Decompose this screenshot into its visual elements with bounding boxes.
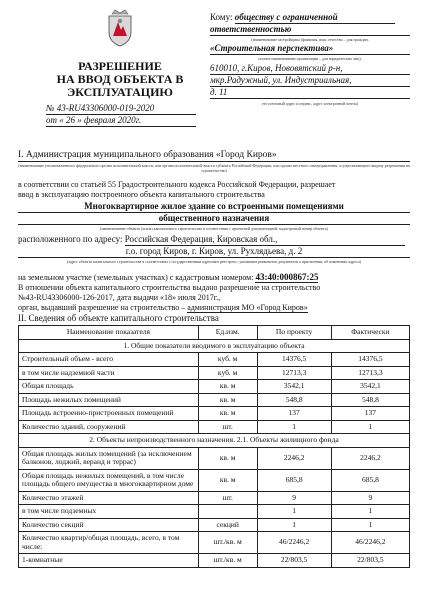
row-unit: кв. м bbox=[198, 393, 257, 407]
row-name: Количество этажей bbox=[19, 491, 199, 505]
row-name: в том числе надземной части bbox=[19, 366, 199, 380]
row-name: Количество зданий, сооружений bbox=[19, 420, 199, 434]
group-title: 2. Объекты непроизводственного назначения. 2.1. Объекты жилищного фонда bbox=[19, 434, 410, 448]
row-fact-value: 3542,1 bbox=[331, 380, 409, 394]
row-plan-value: 46/2246,2 bbox=[257, 532, 331, 554]
row-name: Общая площадь жилых помещений (за исключением балконов, лоджий, веранд и террас) bbox=[19, 447, 199, 469]
row-unit: шт. bbox=[198, 491, 257, 505]
cadastral-number: 43:40:000867:25 bbox=[255, 272, 319, 282]
row-plan-value: 9 bbox=[257, 491, 331, 505]
col-header-unit: Ед.изм. bbox=[198, 326, 257, 340]
row-plan-value: 22/803,5 bbox=[257, 554, 331, 568]
recipient-address-1: 610010, г.Киров, Нововятский р-н, bbox=[210, 63, 410, 75]
table-group-row bbox=[19, 434, 410, 448]
row-name: Строительный объем - всего bbox=[19, 353, 199, 367]
object-name-1: Многоквартирное жилое здание со встроенными помещениями bbox=[18, 201, 410, 213]
row-fact-value: 1 bbox=[331, 420, 409, 434]
title-line-3: ЭКСПЛУАТАЦИЮ bbox=[67, 85, 173, 99]
recipient-line2: ответственностью bbox=[210, 24, 410, 36]
row-unit: кв. м bbox=[198, 469, 257, 491]
recipient-note1: (наименование застройщика (фамилия, имя, отчество – для граждан, bbox=[251, 37, 369, 42]
col-header-fact: Фактически bbox=[331, 326, 409, 340]
row-plan-value: 14376,5 bbox=[257, 353, 331, 367]
title-line-2: НА ВВОД ОБЪЕКТА В bbox=[56, 72, 184, 86]
row-unit: куб. м bbox=[198, 366, 257, 380]
row-unit: шт./кв. м bbox=[198, 532, 257, 554]
address-note: (адрес объекта капитального строительства в соответствии с государственным адресным реестром с указанием реквизитов документов о присвоении, об изменении адреса) bbox=[66, 259, 362, 264]
recipient-company: «Строительная перспектива» bbox=[210, 43, 410, 55]
title-line-1: РАЗРЕШЕНИЕ bbox=[78, 59, 162, 73]
table-group-row bbox=[19, 339, 410, 353]
row-fact-value: 14376,5 bbox=[331, 353, 409, 367]
row-plan-value: 12713,3 bbox=[257, 366, 331, 380]
row-fact-value: 548,8 bbox=[331, 393, 409, 407]
row-plan-value: 685,8 bbox=[257, 469, 331, 491]
row-unit: кв. м bbox=[198, 380, 257, 394]
row-unit: секций bbox=[198, 518, 257, 532]
recipient-line1: Кому: обществу с ограниченной bbox=[210, 12, 410, 24]
row-plan-value: 1 bbox=[257, 505, 331, 519]
row-name: Количество секций bbox=[19, 518, 199, 532]
table-row bbox=[19, 518, 410, 532]
row-name: Общая площадь нежилых помещений, в том числе площадь общего имущества в многоквартирном доме bbox=[19, 469, 199, 491]
organ-line: орган, выдавший разрешение на строительство – администрация МО «Город Киров» bbox=[18, 303, 308, 312]
table-row bbox=[19, 353, 410, 367]
table-row bbox=[19, 469, 410, 491]
row-plan-value: 2246,2 bbox=[257, 447, 331, 469]
recipient-note2: полное наименование организации – для юридических лиц), bbox=[258, 56, 362, 61]
row-name: Площадь встроенно-пристроенных помещений bbox=[19, 407, 199, 421]
row-fact-value: 9 bbox=[331, 491, 409, 505]
document-title bbox=[40, 60, 200, 99]
table-row bbox=[19, 380, 410, 394]
table-row bbox=[19, 532, 410, 554]
object-name-2: общественного назначения bbox=[18, 213, 410, 225]
table-row bbox=[19, 447, 410, 469]
table-row bbox=[19, 393, 410, 407]
row-name: в том числе подземных bbox=[19, 505, 199, 519]
location-line-1: расположенного по адресу: Российская Федерация, Кировская обл., bbox=[18, 234, 410, 246]
row-plan-value: 548,8 bbox=[257, 393, 331, 407]
table-row bbox=[19, 366, 410, 380]
section1-text1: в соответствии со статьей 55 Градостроительного кодекса Российской Федерации, разрешает bbox=[18, 180, 336, 189]
row-fact-value: 685,8 bbox=[331, 469, 409, 491]
recipient-address-3: д. 11 bbox=[210, 87, 410, 99]
row-name: Площадь нежилых помещений bbox=[19, 393, 199, 407]
row-fact-value: 46/2246,2 bbox=[331, 532, 409, 554]
object-data-table bbox=[18, 325, 410, 568]
table-header-row bbox=[19, 326, 410, 340]
coat-of-arms-icon bbox=[104, 8, 136, 48]
section1-note: (наименование уполномоченного федерального органа исполнительной власти, или органа исполнительной власти субъекта Российской Федерации, или органа местного самоуправления, осуществляющего выдачу разрешения на строительство) bbox=[18, 163, 410, 173]
row-unit: шт. bbox=[198, 420, 257, 434]
row-unit: куб. м bbox=[198, 353, 257, 367]
row-unit: кв. м bbox=[198, 407, 257, 421]
row-unit bbox=[198, 505, 257, 519]
row-fact-value: 22/803,5 bbox=[331, 554, 409, 568]
row-name: 1-комнатные bbox=[19, 554, 199, 568]
table-row bbox=[19, 505, 410, 519]
row-name: Общая площадь bbox=[19, 380, 199, 394]
land-plot-line: на земельном участке (земельных участках) с кадастровым номером: 43:40:000867:25 bbox=[18, 272, 319, 282]
section1-heading: I. Администрация муниципального образования «Город Киров» bbox=[18, 150, 410, 162]
row-fact-value: 1 bbox=[331, 518, 409, 532]
row-fact-value: 12713,3 bbox=[331, 366, 409, 380]
row-unit: шт./кв. м bbox=[198, 554, 257, 568]
permit-number: № 43-RU43306000-019-2020 bbox=[46, 103, 196, 115]
group-title: 1. Общие показатели вводимого в эксплуатацию объекта bbox=[19, 339, 410, 353]
recipient-note3: его почтовый адрес и индекс, адрес электронной почты) bbox=[262, 101, 358, 106]
section1-text2: ввод в эксплуатацию построенного объекта капитального строительства bbox=[18, 190, 265, 199]
location-line-2: г.о. город Киров, г. Киров, ул. Рухлядьева, д. 2 bbox=[18, 246, 410, 258]
permit-text-2: №43-RU43306000-126-2017, дата выдачи «18» июля 2017г., bbox=[18, 293, 221, 302]
permit-text-1: В отношении объекта капитального строительства выдано разрешение на строительство bbox=[18, 283, 321, 292]
table-row bbox=[19, 420, 410, 434]
permit-date: от « 26 » февраля 2020г. bbox=[46, 115, 196, 127]
table-row bbox=[19, 407, 410, 421]
row-fact-value: 2246,2 bbox=[331, 447, 409, 469]
row-fact-value: 137 bbox=[331, 407, 409, 421]
row-fact-value: 1 bbox=[331, 505, 409, 519]
recipient-address-2: мкр.Радужный, ул. Индустриальная, bbox=[210, 75, 410, 87]
table-row bbox=[19, 491, 410, 505]
row-plan-value: 1 bbox=[257, 420, 331, 434]
col-header-plan: По проекту bbox=[257, 326, 331, 340]
row-plan-value: 3542,1 bbox=[257, 380, 331, 394]
col-header-name: Наименование показателя bbox=[19, 326, 199, 340]
row-plan-value: 137 bbox=[257, 407, 331, 421]
object-note: (наименование объекта (этапа) капитального строительства в соответствии с проектной документацией, кадастровый номер объекта) bbox=[100, 226, 328, 231]
table-row bbox=[19, 554, 410, 568]
row-plan-value: 1 bbox=[257, 518, 331, 532]
row-name: Количество квартир/общая площадь, всего, в том числе: bbox=[19, 532, 199, 554]
section2-heading: II. Сведения об объекте капитального строительства bbox=[18, 313, 219, 323]
row-unit: кв. м bbox=[198, 447, 257, 469]
